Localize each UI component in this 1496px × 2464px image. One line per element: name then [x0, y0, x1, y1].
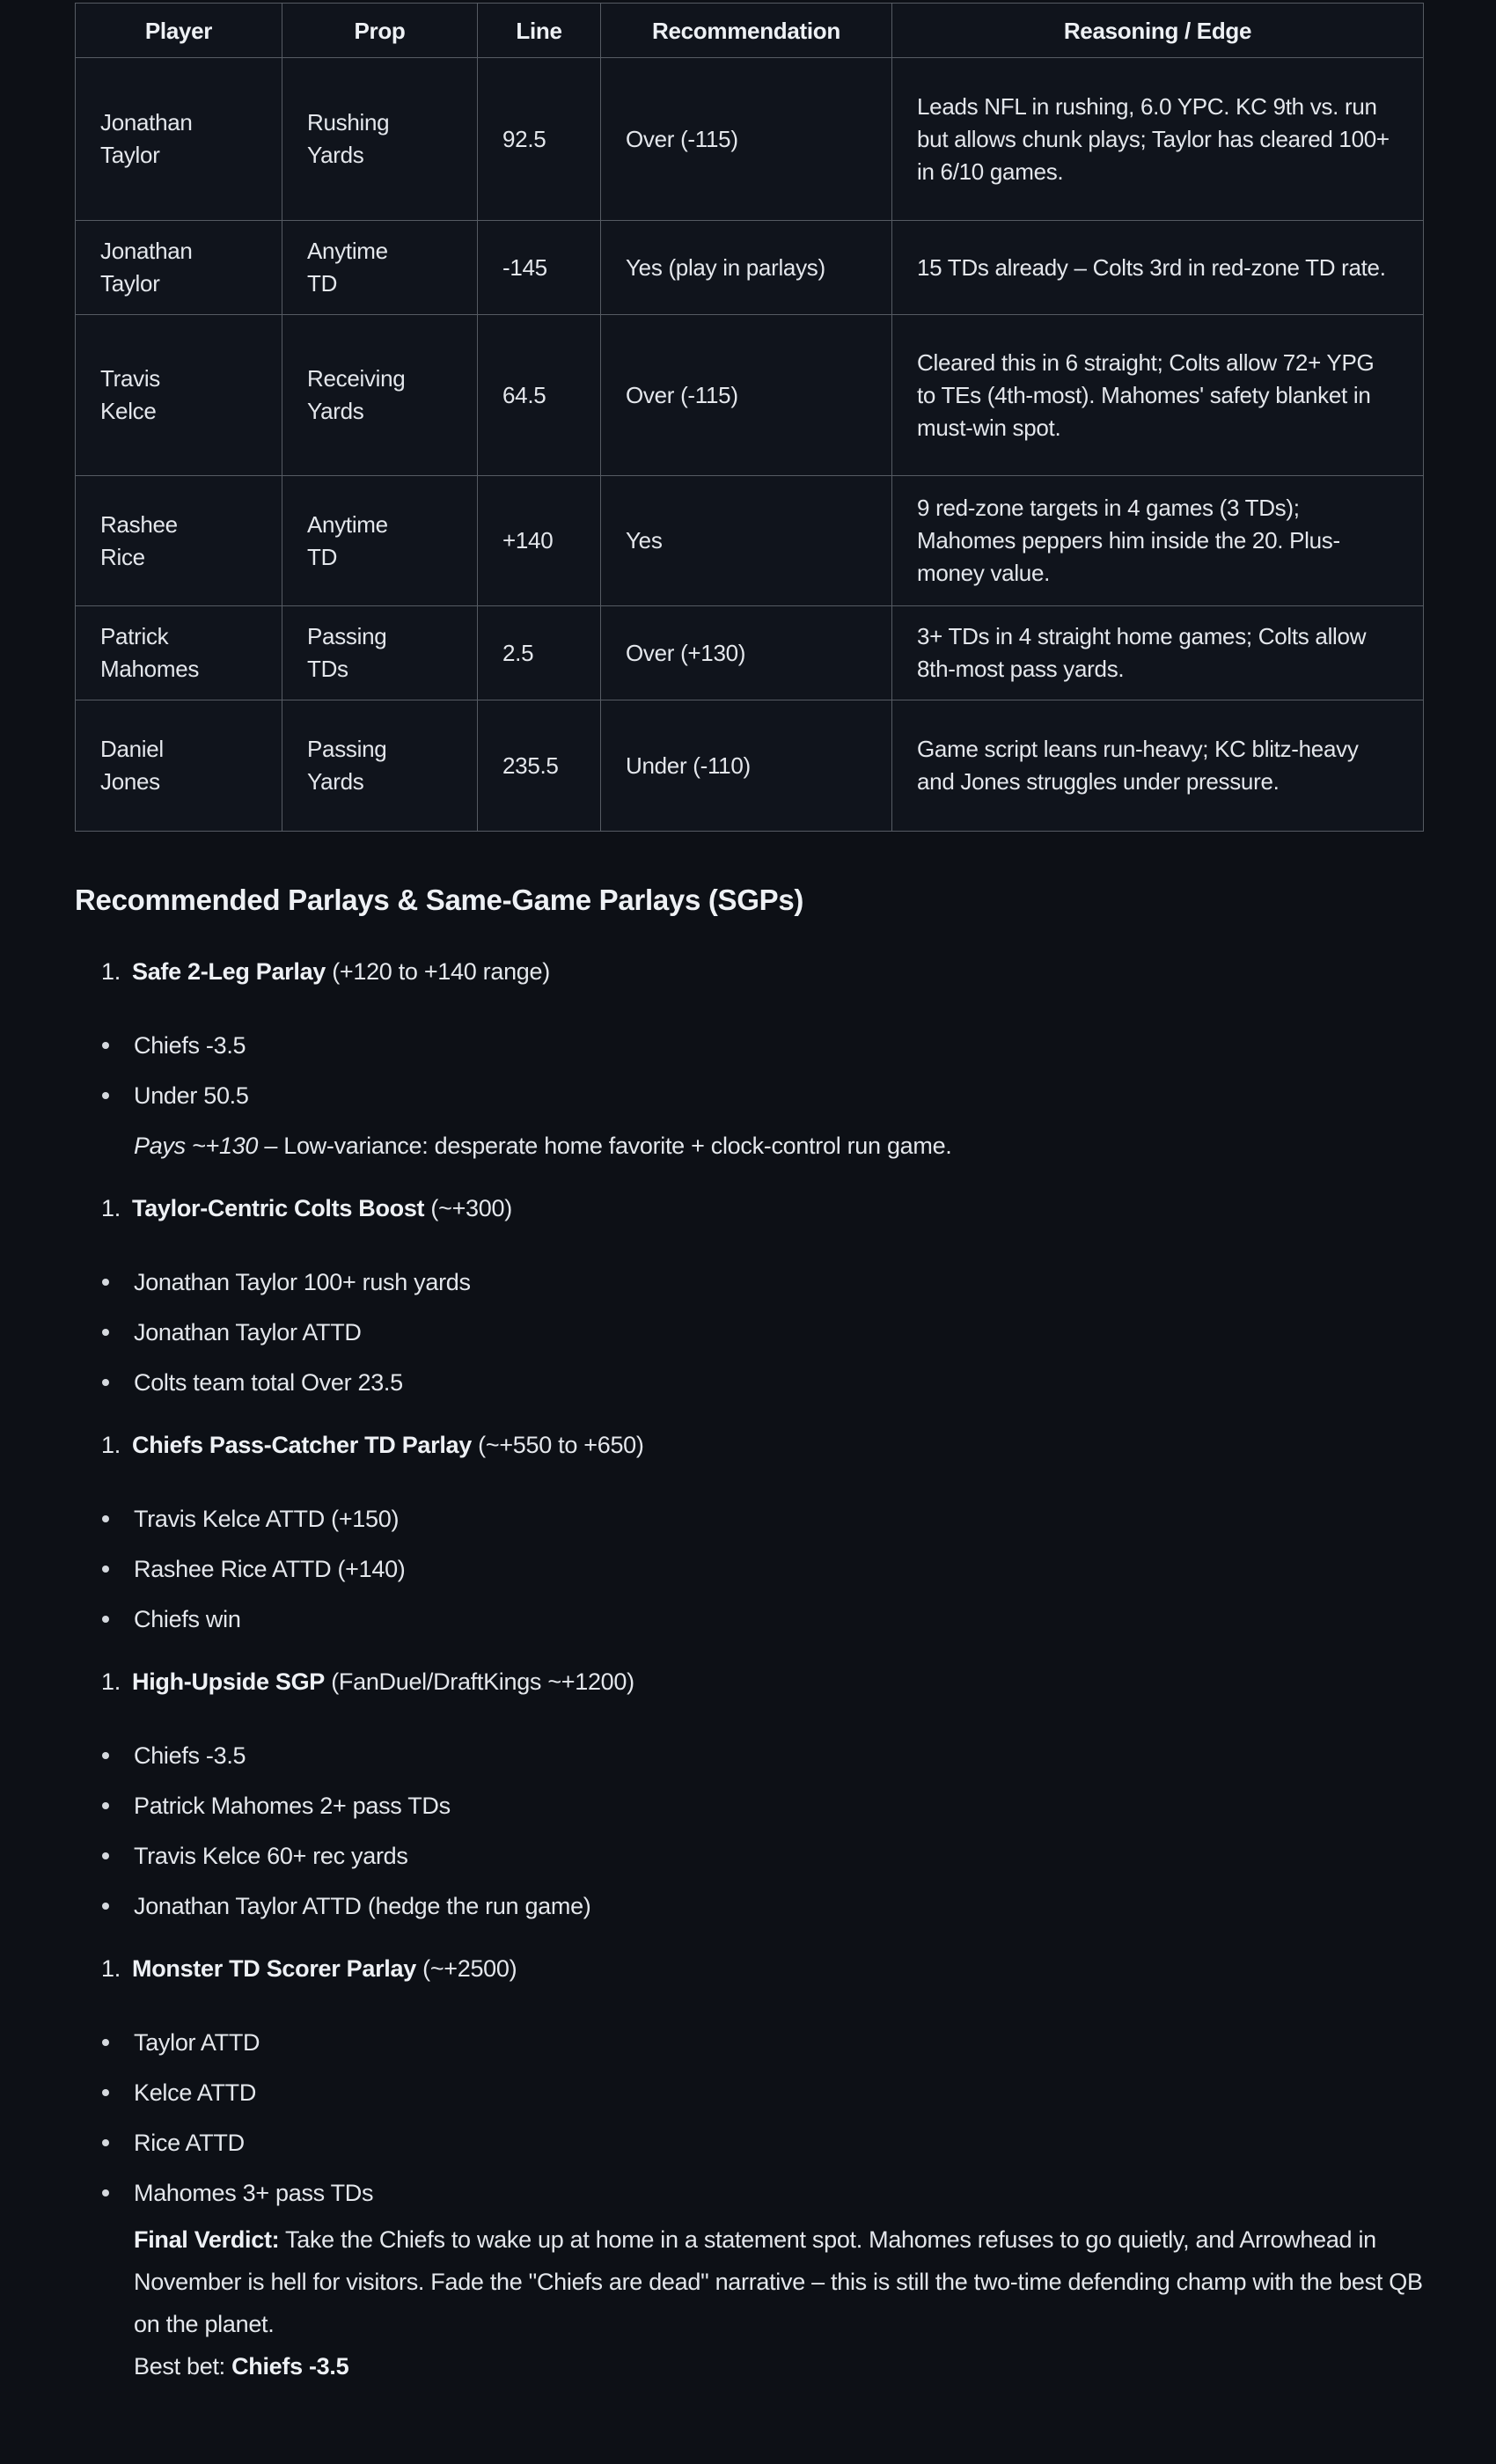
recommendation-cell: Under (-110)	[601, 700, 892, 832]
bullet-icon	[102, 1566, 109, 1573]
parlay-leg	[75, 1599, 1423, 1639]
parlay-leg	[75, 1362, 1423, 1403]
parlay-leg	[75, 1549, 1423, 1589]
line-cell: 64.5	[478, 315, 601, 476]
table-row	[76, 606, 1424, 700]
leg-text: Chiefs -3.5	[134, 1032, 246, 1059]
parlay-leg	[75, 1886, 1423, 1926]
bullet-icon	[102, 1616, 109, 1623]
bullet-icon	[102, 1329, 109, 1336]
parlay-title	[75, 1948, 1423, 1989]
header-cell-reasoning: Reasoning / Edge	[892, 4, 1424, 58]
parlay-legs-list	[75, 1025, 1423, 1166]
parlay-leg	[75, 2123, 1423, 2163]
parlay-leg	[75, 1262, 1423, 1302]
parlay-title	[75, 1425, 1423, 1465]
header-cell-prop: Prop	[282, 4, 478, 58]
parlay-leg	[75, 1025, 1423, 1066]
parlay-name: High-Upside SGP	[132, 1668, 326, 1695]
prop-cell: Receiving Yards	[282, 315, 478, 476]
parlay-odds: (FanDuel/DraftKings ~+1200)	[325, 1668, 634, 1695]
recommendation-cell: Yes	[601, 476, 892, 606]
player-cell: Jonathan Taylor	[76, 58, 282, 221]
leg-text: Mahomes 3+ pass TDs	[134, 2180, 374, 2206]
parlay-number: 1.	[101, 1955, 121, 1982]
header-cell-line: Line	[478, 4, 601, 58]
prop-cell: Passing Yards	[282, 700, 478, 832]
best-bet-value: Chiefs -3.5	[231, 2353, 349, 2380]
leg-text: Taylor ATTD	[134, 2029, 260, 2056]
parlay-legs-list	[75, 1735, 1423, 1926]
leg-text: Travis Kelce 60+ rec yards	[134, 1843, 408, 1869]
best-bet-line	[134, 2345, 1423, 2387]
leg-text: Rice ATTD	[134, 2130, 245, 2156]
recommendation-cell: Over (+130)	[601, 606, 892, 700]
recommendation-cell: Yes (play in parlays)	[601, 221, 892, 315]
line-cell: 235.5	[478, 700, 601, 832]
prop-cell: Anytime TD	[282, 221, 478, 315]
leg-note-payout: Pays ~+130	[134, 1133, 259, 1159]
parlay-leg	[75, 1499, 1423, 1539]
table-row	[76, 221, 1424, 315]
prop-cell: Rushing Yards	[282, 58, 478, 221]
parlay-leg	[75, 1786, 1423, 1826]
recommendation-cell: Over (-115)	[601, 58, 892, 221]
player-cell: Daniel Jones	[76, 700, 282, 832]
bullet-icon	[102, 1852, 109, 1859]
bullet-icon	[102, 2139, 109, 2146]
leg-text: Colts team total Over 23.5	[134, 1369, 403, 1396]
leg-text: Chiefs win	[134, 1606, 241, 1632]
leg-text: Travis Kelce ATTD (+150)	[134, 1506, 400, 1532]
parlay-leg	[75, 2022, 1423, 2063]
line-cell: 92.5	[478, 58, 601, 221]
parlay-number: 1.	[101, 1432, 121, 1458]
parlay-title	[75, 1661, 1423, 1702]
leg-text: Jonathan Taylor 100+ rush yards	[134, 1269, 471, 1295]
best-bet-label: Best bet:	[134, 2353, 232, 2380]
player-cell: Jonathan Taylor	[76, 221, 282, 315]
parlay-legs-list	[75, 1262, 1423, 1403]
parlay-odds: (~+2500)	[415, 1955, 517, 1982]
parlay-leg	[75, 1836, 1423, 1876]
leg-text: Kelce ATTD	[134, 2079, 257, 2106]
bullet-icon	[102, 1752, 109, 1759]
bullet-icon	[102, 1802, 109, 1809]
reasoning-cell: 9 red-zone targets in 4 games (3 TDs); Mahomes peppers him inside the 20. Plus-money value.	[892, 476, 1424, 606]
bullet-icon	[102, 1903, 109, 1910]
player-cell: Travis Kelce	[76, 315, 282, 476]
line-cell: +140	[478, 476, 601, 606]
table-row	[76, 700, 1424, 832]
parlay-number: 1.	[101, 1195, 121, 1221]
parlay-title	[75, 1188, 1423, 1228]
reasoning-cell: Leads NFL in rushing, 6.0 YPC. KC 9th vs. run but allows chunk plays; Taylor has cleared 100+ in 6/10 games.	[892, 58, 1424, 221]
recommendation-cell: Over (-115)	[601, 315, 892, 476]
table-row	[76, 315, 1424, 476]
section-heading: Recommended Parlays & Same-Game Parlays (SGPs)	[75, 884, 804, 916]
verdict-label: Final Verdict:	[134, 2226, 280, 2253]
prop-cell: Anytime TD	[282, 476, 478, 606]
reasoning-cell: 3+ TDs in 4 straight home games; Colts allow 8th-most pass yards.	[892, 606, 1424, 700]
bullet-icon	[102, 1515, 109, 1522]
leg-text: Patrick Mahomes 2+ pass TDs	[134, 1793, 451, 1819]
leg-note-text: – Low-variance: desperate home favorite + clock-control run game.	[258, 1133, 952, 1159]
parlay-number: 1.	[101, 958, 121, 985]
table-row	[76, 476, 1424, 606]
table-row	[76, 58, 1424, 221]
reasoning-cell: Game script leans run-heavy; KC blitz-heavy and Jones struggles under pressure.	[892, 700, 1424, 832]
bullet-icon	[102, 1092, 109, 1099]
parlay-leg	[75, 1312, 1423, 1353]
parlay-leg	[75, 2173, 1423, 2387]
parlay-legs-list	[75, 2022, 1423, 2387]
leg-text: Chiefs -3.5	[134, 1742, 246, 1769]
line-cell: 2.5	[478, 606, 601, 700]
prop-cell: Passing TDs	[282, 606, 478, 700]
reasoning-cell: 15 TDs already – Colts 3rd in red-zone TD rate.	[892, 221, 1424, 315]
parlay-leg	[75, 1075, 1423, 1166]
leg-text: Under 50.5	[134, 1082, 249, 1109]
leg-text: Rashee Rice ATTD (+140)	[134, 1556, 406, 1582]
table-header-row	[76, 4, 1424, 58]
bullet-icon	[102, 2039, 109, 2046]
verdict-paragraph	[134, 2218, 1423, 2345]
parlay-odds: (~+300)	[424, 1195, 512, 1221]
bullet-icon	[102, 1042, 109, 1049]
parlay-leg	[75, 2072, 1423, 2113]
player-cell: Patrick Mahomes	[76, 606, 282, 700]
bullet-icon	[102, 2189, 109, 2196]
line-cell: -145	[478, 221, 601, 315]
parlay-odds: (+120 to +140 range)	[326, 958, 550, 985]
header-cell-recommendation: Recommendation	[601, 4, 892, 58]
parlay-name: Safe 2-Leg Parlay	[132, 958, 326, 985]
parlay-odds: (~+550 to +650)	[471, 1432, 644, 1458]
bullet-icon	[102, 1379, 109, 1386]
bullet-icon	[102, 2089, 109, 2096]
parlay-name: Monster TD Scorer Parlay	[132, 1955, 416, 1982]
props-table	[75, 3, 1424, 832]
parlay-name: Taylor-Centric Colts Boost	[132, 1195, 425, 1221]
leg-text: Jonathan Taylor ATTD	[134, 1319, 362, 1346]
leg-text: Jonathan Taylor ATTD (hedge the run game)	[134, 1893, 591, 1919]
bullet-icon	[102, 1279, 109, 1286]
parlay-leg	[75, 1735, 1423, 1776]
parlay-name: Chiefs Pass-Catcher TD Parlay	[132, 1432, 472, 1458]
parlay-number: 1.	[101, 1668, 121, 1695]
leg-note	[134, 1126, 1423, 1166]
player-cell: Rashee Rice	[76, 476, 282, 606]
header-cell-player: Player	[76, 4, 282, 58]
parlay-legs-list	[75, 1499, 1423, 1639]
parlay-title	[75, 951, 1423, 992]
verdict-text: Take the Chiefs to wake up at home in a statement spot. Mahomes refuses to go quietly, and Arrowhead in November is hell for visitors. Fade the "Chiefs are dead" narrative – this is still the two-time defending champ with the best QB on the planet.	[134, 2226, 1423, 2337]
reasoning-cell: Cleared this in 6 straight; Colts allow 72+ YPG to TEs (4th-most). Mahomes' safety blanket in must-win spot.	[892, 315, 1424, 476]
